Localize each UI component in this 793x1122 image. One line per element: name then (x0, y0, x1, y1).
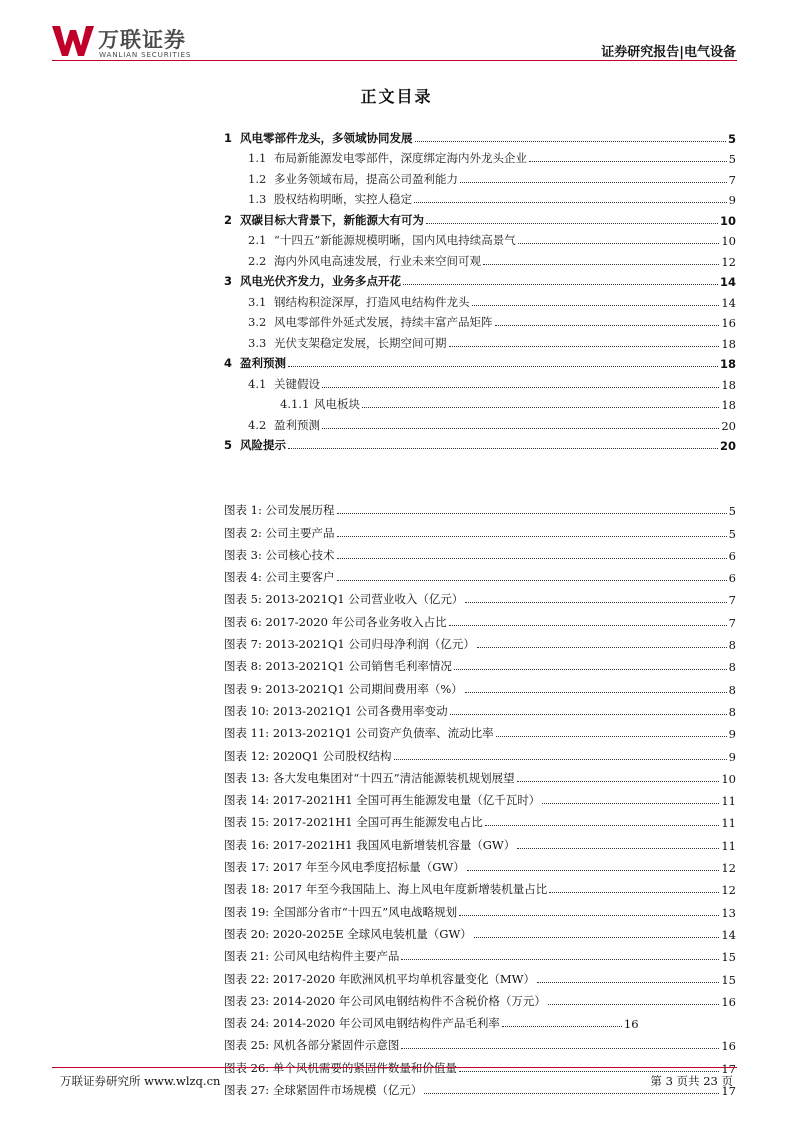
figure-entry[interactable] (224, 830, 736, 852)
figure-entry-title: 图表 12: 2020Q1 公司股权结构 (224, 748, 392, 763)
figure-entry[interactable] (224, 1031, 736, 1053)
toc-entry-number: 4 (224, 356, 233, 370)
toc-entry-page: 12 (721, 254, 736, 269)
toc-entry-page: 18 (721, 377, 736, 392)
dot-leader (459, 915, 719, 916)
toc-entry[interactable] (224, 289, 736, 310)
figure-entry-title: 图表 15: 2017-2021H1 全国可再生能源发电占比 (224, 815, 483, 830)
toc-entry[interactable] (224, 187, 736, 208)
figure-entry-page: 14 (721, 927, 736, 942)
toc-entry[interactable] (224, 269, 736, 290)
toc-entry-page: 20 (721, 418, 736, 433)
dot-leader (465, 602, 726, 603)
figure-entry[interactable] (224, 630, 736, 652)
figure-entry[interactable] (224, 741, 736, 763)
dot-leader (403, 284, 718, 285)
figure-entry-title: 图表 25: 风机各部分紧固件示意图 (224, 1038, 400, 1053)
figure-entry-page: 9 (728, 727, 736, 742)
toc-entry[interactable] (224, 146, 736, 167)
figure-entry-title: 图表 4: 公司主要客户 (224, 570, 335, 585)
toc-entry[interactable] (224, 125, 736, 146)
toc-entry-label (224, 355, 288, 371)
figure-entry-page: 8 (728, 682, 736, 697)
dot-leader (517, 781, 720, 782)
dot-leader (483, 264, 719, 265)
dot-leader (454, 669, 727, 670)
figure-entry[interactable] (224, 541, 736, 563)
toc-entry-title: 布局新能源发电零部件，深度绑定海内外龙头企业 (274, 151, 527, 165)
toc-entry-number: 3.1 (248, 294, 267, 309)
figure-entry[interactable] (224, 1009, 736, 1031)
dot-leader (337, 580, 727, 581)
figure-entry-page: 5 (728, 526, 736, 541)
figure-entry-page: 10 (721, 771, 736, 786)
figure-entry[interactable] (224, 697, 736, 719)
toc-entry-number: 2.1 (248, 233, 267, 247)
figure-entry[interactable] (224, 897, 736, 919)
dot-leader (322, 428, 719, 429)
toc-entry-label (224, 212, 426, 228)
toc-entry-number: 4.1.1 (280, 397, 310, 411)
toc-entry-title: 风电板块 (314, 397, 360, 411)
figure-entry-title: 图表 11: 2013-2021Q1 公司资产负债率、流动比率 (224, 726, 494, 741)
toc-entry[interactable] (224, 412, 736, 433)
dot-leader (485, 825, 720, 826)
toc-entry-label (224, 335, 449, 351)
figure-entry-title: 图表 6: 2017-2020 年公司各业务收入占比 (224, 614, 447, 629)
toc-entry-title: 风险提示 (240, 438, 286, 452)
figure-entry-title: 图表 21: 公司风电结构件主要产品 (224, 949, 400, 964)
dot-leader (426, 223, 718, 224)
figure-entry-title: 图表 18: 2017 年至今我国陆上、海上风电年度新增装机量占比 (224, 882, 548, 897)
dot-leader (401, 1048, 719, 1049)
figure-entry-title: 图表 26: 单个风机需要的紧固件数量和价值量 (224, 1060, 457, 1075)
figure-entry-title: 图表 16: 2017-2021H1 我国风电新增装机容量（GW） (224, 837, 516, 852)
dot-leader (495, 325, 720, 326)
toc-entry-label (224, 232, 518, 248)
figure-entry-title: 图表 22: 2017-2020 年欧洲风机平均单机容量变化（MW） (224, 971, 535, 986)
toc-entry-label (224, 417, 322, 433)
toc-entry-page: 10 (719, 213, 736, 228)
wanlian-logo-icon (52, 24, 94, 58)
toc-entry-title: 关键假设 (274, 376, 320, 391)
toc-entry-title: “十四五”新能源规模明晰，国内风电持续高景气 (274, 233, 516, 247)
dot-leader (322, 387, 719, 388)
dot-leader (548, 1004, 719, 1005)
dot-leader (401, 959, 719, 960)
dot-leader (288, 366, 718, 367)
toc-entry-page: 18 (721, 336, 736, 351)
dot-leader (394, 759, 727, 760)
toc-entry-label (224, 376, 322, 392)
toc-entry-title: 风电零部件外延式发展，持续丰富产品矩阵 (274, 315, 493, 329)
toc-entry-label (224, 294, 472, 310)
toc-entry-page: 5 (728, 152, 736, 166)
figure-entry-page: 16 (623, 1017, 639, 1032)
dot-leader (337, 536, 727, 537)
figure-entry[interactable] (224, 987, 736, 1009)
figure-entry-title: 图表 17: 2017 年至今风电季度招标量（GW） (224, 860, 465, 875)
dot-leader (474, 937, 720, 938)
dot-leader (449, 625, 727, 626)
figure-entry-title: 图表 5: 2013-2021Q1 公司营业收入（亿元） (224, 592, 464, 607)
toc-entry-number: 2 (224, 212, 233, 227)
figure-entry[interactable] (224, 875, 736, 897)
toc-entry[interactable] (224, 228, 736, 249)
toc-entry[interactable] (224, 166, 736, 187)
figure-entry-title: 图表 3: 公司核心技术 (224, 547, 335, 562)
dot-leader (337, 558, 727, 559)
toc-entry-page: 18 (721, 398, 736, 412)
toc-entry-label (224, 253, 483, 269)
toc-entry-page: 14 (719, 275, 736, 289)
toc-entry[interactable] (224, 392, 736, 413)
toc-entry-number: 1.3 (248, 192, 267, 206)
toc-entry[interactable] (224, 330, 736, 351)
figure-entry-title: 图表 8: 2013-2021Q1 公司销售毛利率情况 (224, 659, 452, 674)
toc-entry-label (224, 191, 414, 207)
toc-entry-title: 风电零部件龙头，多领域协同发展 (240, 130, 413, 145)
figure-entry-page: 16 (721, 994, 736, 1009)
figure-entry-page: 8 (728, 704, 736, 719)
company-logo (52, 24, 202, 60)
toc-entry-label (224, 437, 288, 453)
dot-leader (465, 692, 727, 693)
figure-entry[interactable] (224, 942, 736, 964)
dot-leader (459, 1071, 720, 1072)
figure-entry[interactable] (224, 964, 736, 986)
logo-chinese-name: 万联证券 (98, 28, 186, 52)
figure-entry[interactable] (224, 496, 736, 518)
toc-entry-title: 盈利预测 (240, 356, 286, 370)
figure-entry[interactable] (224, 853, 736, 875)
toc-entry[interactable] (224, 310, 736, 331)
figure-entry-page: 7 (728, 615, 736, 630)
figure-entry-page: 9 (728, 749, 736, 764)
figure-entry-page: 8 (728, 660, 736, 675)
dot-leader (496, 736, 727, 737)
dot-leader (337, 513, 727, 514)
toc-entry[interactable] (224, 371, 736, 392)
footer-source: 万联证券研究所 www.wlzq.cn (60, 1074, 221, 1088)
report-category: 证券研究报告|电气设备 (601, 45, 736, 60)
toc-entry-page: 18 (719, 357, 736, 371)
figure-entry[interactable] (224, 652, 736, 674)
toc-entry-page: 10 (721, 234, 736, 248)
figure-entry-title: 图表 7: 2013-2021Q1 公司归母净利润（亿元） (224, 637, 475, 652)
figure-entry-title: 图表 24: 2014-2020 年公司风电钢结构件产品毛利率 (224, 1016, 500, 1031)
logo-english-name: WANLIAN SECURITIES (99, 50, 192, 59)
figure-entry[interactable] (224, 563, 736, 585)
dot-leader (502, 1026, 622, 1027)
toc-entry-page: 5 (727, 131, 736, 146)
table-of-contents (224, 125, 736, 453)
toc-entry-page: 20 (719, 439, 736, 453)
toc-entry-number: 2.2 (248, 253, 267, 268)
dot-leader (477, 647, 727, 648)
figure-entry-page: 15 (721, 950, 736, 965)
figure-entry-page: 11 (721, 794, 736, 809)
toc-entry-label (224, 150, 529, 166)
toc-entry-title: 海内外风电高速发展，行业未来空间可观 (274, 253, 481, 268)
figure-entry-title: 图表 27: 全球紧固件市场规模（亿元） (224, 1083, 423, 1098)
toc-entry-number: 1.2 (248, 171, 267, 186)
dot-leader (542, 803, 719, 804)
toc-entry-label (224, 130, 415, 146)
figure-entry-page: 16 (721, 1039, 736, 1054)
toc-entry-title: 风电光伏齐发力，业务多点开花 (240, 274, 401, 288)
toc-entry-number: 1 (224, 130, 233, 145)
page-title: 正文目录 (360, 87, 433, 106)
figure-entry-page: 17 (721, 1084, 736, 1099)
figure-entry[interactable] (224, 808, 736, 830)
dot-leader (415, 141, 726, 142)
toc-entry-number: 4.1 (248, 376, 267, 391)
dot-leader (517, 848, 719, 849)
page-number: 第 3 页共 23 页 (650, 1074, 733, 1088)
dot-leader (450, 714, 727, 715)
dot-leader (472, 305, 720, 306)
figure-entry-title: 图表 10: 2013-2021Q1 公司各费用率变动 (224, 703, 448, 718)
toc-entry-number: 3.3 (248, 335, 267, 350)
toc-entry-label (224, 171, 460, 187)
dot-leader (449, 346, 720, 347)
toc-entry-number: 4.2 (248, 417, 267, 432)
dot-leader (424, 1093, 719, 1094)
figure-entry-page: 12 (721, 861, 736, 876)
figure-entry-page: 5 (728, 504, 736, 519)
figure-entry-title: 图表 19: 全国部分省市“十四五”风电战略规划 (224, 904, 458, 919)
figure-entry-page: 7 (728, 593, 736, 608)
dot-leader (529, 161, 727, 162)
figure-entry[interactable] (224, 674, 736, 696)
figure-entry-page: 17 (721, 1061, 736, 1076)
dot-leader (460, 182, 727, 183)
figure-entry[interactable] (224, 719, 736, 741)
toc-entry-title: 股权结构明晰，实控人稳定 (274, 192, 412, 206)
figure-entry-page: 15 (721, 972, 736, 987)
figure-entry-page: 13 (721, 905, 736, 920)
figure-entry-title: 图表 2: 公司主要产品 (224, 525, 335, 540)
toc-entry-title: 多业务领域布局，提高公司盈利能力 (274, 171, 458, 186)
toc-entry-title: 双碳目标大背景下，新能源大有可为 (240, 212, 424, 227)
toc-entry[interactable] (224, 433, 736, 454)
figure-entry[interactable] (224, 920, 736, 942)
figure-entry-title: 图表 14: 2017-2021H1 全国可再生能源发电量（亿千瓦时） (224, 793, 541, 808)
figure-entry-page: 6 (728, 548, 736, 563)
figure-list (224, 496, 736, 1098)
toc-entry-title: 盈利预测 (274, 417, 320, 432)
figure-entry-title: 图表 20: 2020-2025E 全球风电装机量（GW） (224, 926, 472, 941)
toc-entry-number: 3.2 (248, 315, 267, 329)
figure-entry-title: 图表 9: 2013-2021Q1 公司期间费用率（%） (224, 681, 463, 696)
figure-entry-page: 11 (721, 816, 736, 831)
dot-leader (549, 892, 719, 893)
figure-entry-title: 图表 13: 各大发电集团对“十四五”清洁能源装机规划展望 (224, 770, 515, 785)
toc-entry[interactable] (224, 248, 736, 269)
dot-leader (288, 448, 718, 449)
dot-leader (362, 407, 719, 408)
figure-entry-page: 11 (721, 838, 736, 853)
dot-leader (518, 243, 720, 244)
toc-entry-title: 光伏支架稳定发展，长期空间可期 (274, 335, 447, 350)
figure-entry-page: 12 (721, 883, 736, 898)
figure-entry[interactable] (224, 518, 736, 540)
toc-entry-number: 3 (224, 274, 233, 288)
toc-entry[interactable] (224, 351, 736, 372)
toc-entry[interactable] (224, 207, 736, 228)
figure-entry[interactable] (224, 607, 736, 629)
toc-entry-label (224, 273, 403, 289)
toc-entry-number: 5 (224, 438, 233, 452)
dot-leader (467, 870, 720, 871)
figure-entry[interactable] (224, 585, 736, 607)
figure-entry[interactable] (224, 786, 736, 808)
figure-entry-title: 图表 1: 公司发展历程 (224, 503, 335, 518)
toc-entry-number: 1.1 (248, 151, 267, 165)
figure-entry[interactable] (224, 764, 736, 786)
toc-entry-page: 14 (721, 295, 736, 310)
toc-entry-label (224, 396, 362, 412)
figure-entry-title: 图表 23: 2014-2020 年公司风电钢结构件不含税价格（万元） (224, 993, 546, 1008)
toc-entry-title: 钢结构积淀深厚，打造风电结构件龙头 (274, 294, 470, 309)
figure-entry-page: 6 (728, 571, 736, 586)
toc-entry-page: 9 (728, 193, 736, 207)
dot-leader (414, 202, 727, 203)
toc-entry-page: 16 (721, 316, 736, 330)
figure-entry-page: 8 (728, 638, 736, 653)
dot-leader (537, 982, 719, 983)
toc-entry-page: 7 (728, 172, 736, 187)
header-divider (52, 60, 737, 61)
toc-entry-label (224, 314, 495, 330)
footer-divider (52, 1067, 737, 1068)
